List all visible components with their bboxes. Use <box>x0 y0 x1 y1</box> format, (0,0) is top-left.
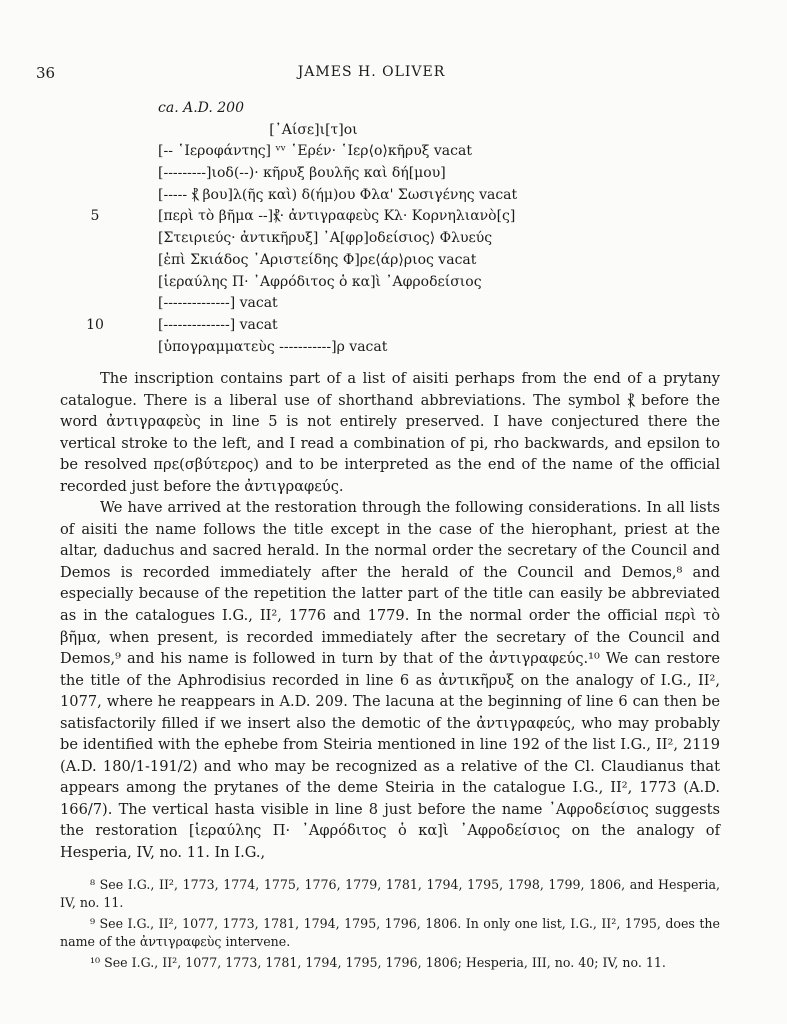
inscription-text: [ἐπὶ Σκιάδος ᾿Αριστείδης Φ]ρε⟨άρ⟩ριος vacat <box>158 251 477 268</box>
inscription-date: ca. A.D. 200 <box>158 100 244 116</box>
inscription-line <box>118 120 718 142</box>
inscription-text: [--------------] vacat <box>158 295 278 312</box>
inscription-line <box>118 293 718 315</box>
page-number: 36 <box>36 64 56 82</box>
inscription-line <box>118 185 718 207</box>
line-number: 5 <box>90 208 100 225</box>
footnote: ¹⁰ See I.G., II², 1077, 1773, 1781, 1794, 1795, 1796, 1806; Hesperia, III, no. 40; IV, no. 11. <box>90 955 666 970</box>
inscription-text: [---------]ιοδ(--)· κῆρυξ βουλῆς καὶ δή[μου] <box>158 165 446 182</box>
footnotes <box>60 876 720 975</box>
inscription-line <box>118 250 718 272</box>
page-header <box>36 64 707 86</box>
body-text <box>60 368 720 864</box>
inscription-text: [Στειριεύς· ἀντικῆρυξ] ᾿Α[φρ]οδείσιος⟩ Φλυεύς <box>158 230 493 247</box>
inscription-line <box>118 228 718 250</box>
footnote: ⁹ See I.G., II², 1077, 1773, 1781, 1794, 1795, 1796, 1806. In only one list, I.G., II², 1795, does the name of the ἀντιγραφεὺς intervene. <box>60 916 720 949</box>
inscription-line <box>90 206 718 228</box>
paragraph: We have arrived at the restoration through the following considerations. In all lists of aisiti the name follows the title except in the case of the hierophant, priest at the altar, daduchus and sacred herald. In the normal order the secretary of the Council and Demos is recorded immediately after the herald of the Council and Demos,⁸ and especially because of the repetition the latter part of the title can easily be abbreviated as in the catalogues I.G., II², 1776 and 1779. In the normal order the official περὶ τὸ βῆμα, when present, is recorded immediately after the secretary of the Council and Demos,⁹ and his name is followed in turn by that of the ἀντιγραφεύς.¹⁰ We can restore the title of the Aphrodisius recorded in line 6 as ἀντικῆρυξ on the analogy of I.G., II², 1077, where he reappears in A.D. 209. The lacuna at the beginning of line 6 can then be satisfactorily filled if we insert also the demotic of the ἀντιγραφεύς, who may probably be identified with the ephebe from Steiria mentioned in line 192 of the list I.G., II², 2119 (A.D. 180/1-191/2) and who may be recognized as a relative of the Cl. Claudianus that appears among the prytanes of the deme Steiria in the catalogue I.G., II², 1773 (A.D. 166/7). The vertical hasta visible in line 8 just before the name ᾿Αφροδείσιος suggests the restoration [ἱεραύλης Π· ᾿Αφρόδιτος ὁ κα]ὶ ᾿Αφροδείσιος on the analogy of Hesperia, IV, no. 11. In I.G., <box>60 499 720 862</box>
inscription-block <box>86 98 718 358</box>
inscription-text: [-- ῾Ιεροφάντης] ᵛᵛ ῾Ερέν· ῾Ιερ⟨ο⟩κῆρυξ vacat <box>158 143 472 160</box>
inscription-line <box>118 337 718 359</box>
inscription-line <box>118 98 718 120</box>
inscription-text: [--------------] vacat <box>158 316 278 333</box>
inscription-line <box>118 163 718 185</box>
inscription-line <box>118 272 718 294</box>
line-number: 10 <box>86 316 104 333</box>
paragraph: The inscription contains part of a list of aisiti perhaps from the end of a prytany catalogue. There is a liberal use of shorthand abbreviations. The symbol ⳩ before the word ἀντιγραφεὺς in line 5 is not entirely preserved. I have conjectured there the vertical stroke to the left, and I read a combination of pi, rho backwards, and epsilon to be resolved πρε(σβύτερος) and to be interpreted as the end of the name of the official recorded just before the ἀντιγραφεύς. <box>60 370 720 495</box>
inscription-line <box>86 315 718 337</box>
inscription-text: [----- ⳩ βου]λ(ῆς καὶ) δ(ήμ)ου Φλα' Σωσιγένης vacat <box>158 186 518 203</box>
footnote: ⁸ See I.G., II², 1773, 1774, 1775, 1776, 1779, 1781, 1794, 1795, 1798, 1799, 1806, and Hesperia, IV, no. 11. <box>60 877 720 910</box>
running-head: JAMES H. OLIVER <box>297 64 446 80</box>
inscription-text: [ὑπογραμματεὺς -----------]ρ vacat <box>158 338 388 355</box>
inscription-text: [ἱεραύλης Π· ᾿Αφρόδιτος ὁ κα]ὶ ᾿Αφροδείσιος <box>158 273 482 290</box>
inscription-line <box>118 141 718 163</box>
inscription-text: [περὶ τὸ βῆμα --]⳩· ἀντιγραφεὺς Κλ· Κορνηλιανὸ[ς] <box>158 208 516 225</box>
inscription-text: [᾿Αίσε]ι[τ]οι <box>158 121 358 138</box>
